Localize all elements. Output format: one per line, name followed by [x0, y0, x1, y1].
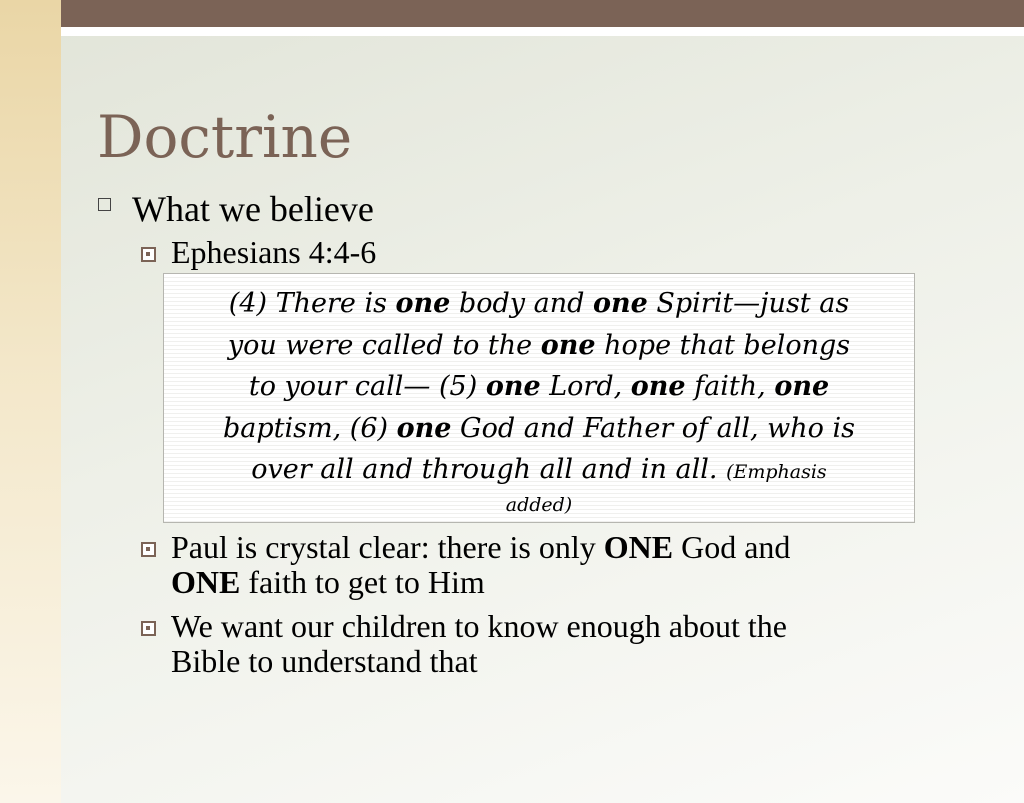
bullet-text: What we believe [132, 189, 374, 229]
quote-text: Lord, [540, 371, 631, 402]
quote-text: over all and through all and in all. [251, 454, 718, 485]
quote-text: Spirit—just as [647, 288, 850, 319]
quote-line-3 [174, 366, 904, 408]
quote-emphasis: one [774, 371, 830, 402]
text-line [171, 530, 961, 565]
square-bullet-icon [98, 198, 111, 211]
text-line: Bible to understand that [171, 643, 478, 679]
sub-bullet-text: Ephesians 4:4-6 [171, 234, 377, 270]
quote-line-4 [174, 408, 904, 450]
quote-line-1 [174, 283, 904, 325]
quote-text: to your call— (5) [248, 371, 486, 402]
quote-line-2 [174, 325, 904, 367]
quote-text: you were called to the [227, 329, 541, 361]
quote-text: baptism, (6) [223, 412, 397, 444]
text-line: We want our children to know enough about the [171, 608, 787, 644]
scripture-quote-box [163, 273, 915, 523]
text-run: faith to get to Him [240, 564, 485, 600]
quote-text: God and Father of all, who is [451, 412, 855, 444]
side-band [0, 0, 61, 803]
quote-text: body and [450, 288, 593, 319]
quote-emphasis: one [540, 329, 596, 361]
quote-emphasis: one [395, 288, 451, 319]
quote-text: (4) There is [228, 288, 396, 319]
quote-text: hope that belongs [595, 329, 851, 361]
quote-emphasis: one [630, 371, 686, 402]
square-bullet-icon [141, 621, 156, 636]
text-emphasis: ONE [171, 564, 241, 600]
text-line [171, 565, 961, 600]
emphasis-note-cont: added) [505, 493, 573, 516]
quote-emphasis: one [485, 371, 541, 402]
text-emphasis: ONE [603, 529, 674, 565]
square-bullet-icon [141, 542, 156, 557]
square-bullet-icon [141, 247, 156, 262]
top-accent-bar [61, 0, 1024, 27]
sub-bullet-text [171, 530, 961, 600]
top-divider [61, 27, 1024, 36]
quote-emphasis: one [396, 412, 452, 444]
slide-title: Doctrine [97, 103, 353, 171]
text-run: God and [673, 529, 791, 565]
text-run: Paul is crystal clear: there is only [171, 529, 604, 565]
quote-text: faith, [685, 371, 775, 402]
quote-emphasis: one [592, 288, 648, 319]
sub-bullet-text [171, 609, 961, 679]
emphasis-note: (Emphasis [726, 461, 827, 483]
quote-line-5 [174, 449, 904, 491]
